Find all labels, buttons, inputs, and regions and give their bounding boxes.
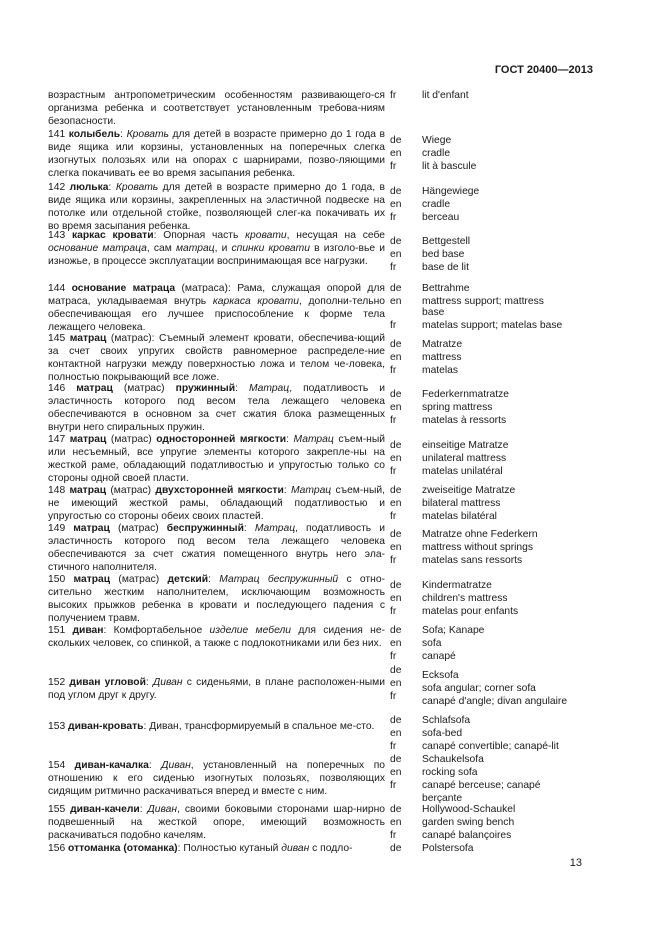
- language-code: en: [390, 199, 402, 210]
- definition-text: 148: [48, 485, 70, 496]
- term-name: беспружинный: [166, 523, 244, 534]
- language-code: fr: [390, 415, 397, 426]
- language-code: fr: [390, 212, 397, 223]
- translation-term: garden swing bench: [422, 817, 515, 828]
- language-code: fr: [390, 780, 397, 791]
- definition-text: съем-ный или несъемный, все упругие элементы которого закрепле-ны на жесткой раме, обладающий податливостью и упругостью только со стороны одной своей пласти.: [48, 434, 385, 484]
- translation-term: Polstersofa: [422, 843, 474, 854]
- entry-definition: [48, 433, 385, 485]
- language-code: fr: [390, 651, 397, 662]
- translation-term: canapé balançoires: [422, 830, 512, 841]
- term-name: диван: [72, 625, 104, 636]
- translation-term: canapé d'angle; divan angulaire: [422, 696, 568, 707]
- translation-term: Hängewiege: [422, 186, 480, 197]
- definition-text: : Полностью кутаный: [177, 843, 282, 854]
- definition-text: :: [148, 760, 162, 771]
- translation-term: sofa-bed: [422, 728, 463, 739]
- term-reference: Диван: [153, 677, 183, 688]
- term-reference: Матрац: [290, 485, 332, 496]
- definition-text: (матрас): [112, 383, 176, 394]
- language-code: de: [390, 186, 402, 197]
- translation-term: Federkernmatratze: [422, 389, 509, 400]
- language-code: fr: [390, 555, 397, 566]
- language-code: en: [390, 817, 402, 828]
- translation-term: einseitige Matratze: [422, 440, 509, 451]
- translation-term: base de lit: [422, 262, 469, 273]
- definition-text: с отно-сительно жестким наполнителем, исключающим возможность высоких прыжков ребенка в кровати и последующего падения с получением травм.: [48, 574, 385, 624]
- entry-definition: [48, 128, 385, 180]
- definition-text: 150: [48, 574, 74, 585]
- definition-text: : Опорная часть: [153, 230, 246, 241]
- translation-term: bed base: [422, 249, 465, 260]
- translation-term: Schlafsofa: [422, 715, 471, 726]
- translation-term: canapé convertible; canapé-lit: [422, 741, 559, 752]
- translation-term: cradle: [422, 199, 451, 210]
- language-code: de: [390, 135, 402, 146]
- translation-term: berceau: [422, 212, 460, 223]
- language-code: en: [390, 638, 402, 649]
- language-code: fr: [390, 365, 397, 376]
- term-reference: диван: [281, 843, 310, 854]
- translation-term: matelas unilatéral: [422, 466, 503, 477]
- definition-text: (матрас): Съемный элемент кровати, обеспечива-ющий за счет своих упругих свойств равномерное распределе-ние контактной нагрузки между поверхностью ложа и телом че-ловека, полностью покрывающий все ложе.: [48, 333, 385, 383]
- term-reference: матрац: [175, 243, 215, 254]
- term-reference: основание матраца: [48, 243, 147, 254]
- language-code: fr: [390, 320, 397, 331]
- definition-text: с подло-: [309, 843, 353, 854]
- translation-term: matelas: [422, 365, 459, 376]
- language-code: fr: [390, 161, 397, 172]
- language-code: de: [390, 580, 402, 591]
- entry-definition: [48, 282, 385, 334]
- definition-text: 151: [48, 625, 73, 636]
- definition-text: :: [145, 677, 153, 688]
- entry-definition: [48, 720, 385, 733]
- definition-text: (матрас): [106, 485, 156, 496]
- translation-term: mattress: [422, 352, 462, 363]
- definition-text: 141: [48, 129, 69, 140]
- term-name: диван-кровать: [68, 721, 144, 732]
- language-code: en: [390, 728, 402, 739]
- translation-term: Bettrahme: [422, 283, 470, 294]
- translation-term: sofa angular; corner sofa: [422, 683, 536, 694]
- term-name: диван-качалка: [74, 760, 149, 771]
- translation-term: bilateral mattress: [422, 498, 501, 509]
- page-number: 13: [569, 857, 582, 869]
- definition-text: , сам: [146, 243, 176, 254]
- term-name: диван угловой: [69, 677, 146, 688]
- definition-text: : Диван, трансформируемый в спальное ме-сто.: [143, 721, 375, 732]
- language-code: de: [390, 485, 402, 496]
- term-name: пружинный: [175, 383, 236, 394]
- language-code: en: [390, 402, 402, 413]
- language-code: fr: [390, 741, 397, 752]
- term-name: матрац: [76, 383, 113, 394]
- entry-definition: [48, 332, 385, 384]
- translation-term: spring mattress: [422, 402, 493, 413]
- definition-text: 152: [48, 677, 70, 688]
- definition-text: 144: [48, 283, 72, 294]
- definition-text: , дополни-тельно обеспечивающая его лучшее приспособление к форме тела лежащего человека.: [48, 296, 385, 333]
- language-code: en: [390, 593, 402, 604]
- definition-text: 149: [48, 523, 74, 534]
- language-code: fr: [390, 511, 397, 522]
- definition-text: съем-ный, не имеющий жесткой рамы, обладающий податливостью и упругостью со стороны обеих своих пластей.: [48, 485, 386, 522]
- document-standard-header: ГОСТ 20400—2013: [494, 64, 593, 76]
- translation-term: mattress without springs: [422, 542, 534, 553]
- entry-definition: [48, 229, 385, 268]
- term-reference: Матрац: [254, 523, 296, 534]
- translation-term: rocking sofa: [422, 767, 478, 778]
- language-code: de: [390, 440, 402, 451]
- definition-text: : Комфортабельное: [103, 625, 210, 636]
- language-code: de: [390, 283, 402, 294]
- language-code: en: [390, 542, 402, 553]
- language-code: en: [390, 296, 402, 307]
- translation-term: cradle: [422, 148, 451, 159]
- language-code: en: [390, 148, 402, 159]
- translation-term: Bettgestell: [422, 236, 471, 247]
- language-code: de: [390, 389, 402, 400]
- language-code: de: [390, 804, 402, 815]
- definition-text: 155: [48, 804, 71, 815]
- language-code: fr: [390, 466, 397, 477]
- term-reference: Кровать: [115, 182, 159, 193]
- definition-text: :: [283, 485, 291, 496]
- term-name: колыбель: [68, 129, 121, 140]
- term-name: односторонней мягкости: [156, 434, 287, 445]
- definition-text: , своими боковыми сторонами шар-нирно подвешенный на жесткой опоре, имеющий возможность раскачиваться подобно качелям.: [48, 804, 386, 841]
- language-code: en: [390, 498, 402, 509]
- term-name: основание матраца: [71, 283, 176, 294]
- term-name: матрац: [69, 485, 107, 496]
- translation-term: Wiege: [422, 135, 452, 146]
- translation-term: lit à bascule: [422, 161, 477, 172]
- entry-definition: [48, 624, 385, 650]
- term-reference: каркаса кровати: [212, 296, 299, 307]
- term-name: люлька: [69, 182, 109, 193]
- definition-text: 154: [48, 760, 75, 771]
- language-code: fr: [390, 830, 397, 841]
- language-code: de: [390, 625, 402, 636]
- translation-term: matelas sans ressorts: [422, 555, 523, 566]
- term-name: матрац: [73, 523, 110, 534]
- translation-term: unilateral mattress: [422, 453, 507, 464]
- term-name: матрац: [69, 434, 107, 445]
- language-code: en: [390, 767, 402, 778]
- translation-term: Hollywood-Schaukel: [422, 804, 516, 815]
- language-code: en: [390, 352, 402, 363]
- entry-definition: [48, 573, 385, 625]
- definition-text: 156: [48, 843, 69, 854]
- language-code: fr: [390, 691, 397, 702]
- translation-term: matelas support; matelas base: [422, 320, 563, 331]
- definition-text: , и: [214, 243, 232, 254]
- language-code: de: [390, 754, 402, 765]
- translation-term: Ecksofa: [422, 670, 459, 681]
- definition-text: :: [139, 804, 148, 815]
- language-code: de: [390, 236, 402, 247]
- language-code: en: [390, 249, 402, 260]
- definition-text: для детей в возрасте примерно до 1 года в виде ящика или корзины, установленных на поперечных слегка изогнутых полозьях или на опорах с шарнирами, позво-ляющими слегка покачивать ее во время засыпания ребенка.: [48, 129, 386, 179]
- definition-text: для сидения не-скольких человек, со спинкой, а также с подлокотниками или без них.: [48, 625, 386, 649]
- definition-text: 153: [48, 721, 69, 732]
- entry-definition: [48, 89, 385, 128]
- definition-text: :: [243, 523, 255, 534]
- translation-term: canapé: [422, 651, 456, 662]
- definition-text: :: [120, 129, 127, 140]
- term-name: матрац: [69, 333, 107, 344]
- term-reference: кровати: [245, 230, 287, 241]
- definition-text: , податливость и эластичность которого под весом тела лежащего человека обеспечиваются в основном за счет сжатия блока размещенных внутри него спиральных пружин.: [48, 383, 385, 433]
- term-name: двухсторонней мягкости: [155, 485, 284, 496]
- translation-term: matelas pour enfants: [422, 606, 519, 617]
- term-reference: Диван: [147, 804, 178, 815]
- entry-definition: [48, 676, 385, 702]
- translation-term: matelas bilatéral: [422, 511, 497, 522]
- entry-definition: [48, 842, 385, 855]
- definition-text: 146: [48, 383, 77, 394]
- term-reference: изделие мебели: [209, 625, 292, 636]
- definition-text: (матраса): Рама, служащая опорой для матраса, укладываемая внутрь: [48, 283, 385, 307]
- definition-text: :: [286, 434, 294, 445]
- translation-term: Sofa; Kanape: [422, 625, 485, 636]
- translation-term: children's mattress: [422, 593, 508, 604]
- definition-text: 147: [48, 434, 70, 445]
- entry-definition: [48, 803, 385, 842]
- translation-term: zweiseitige Matratze: [422, 485, 516, 496]
- entry-definition: [48, 759, 385, 798]
- term-reference: Матрац: [248, 383, 290, 394]
- term-reference: спинки кровати: [231, 243, 310, 254]
- term-name: диван-качели: [70, 804, 140, 815]
- entry-definition: [48, 484, 385, 523]
- translation-term: Matratze ohne Federkern: [422, 529, 538, 540]
- entry-definition: [48, 522, 385, 574]
- definition-text: :: [108, 182, 116, 193]
- term-reference: Матрац: [293, 434, 334, 445]
- term-name: матрац: [73, 574, 111, 585]
- language-code: en: [390, 453, 402, 464]
- language-code: de: [390, 665, 402, 676]
- translation-term: berçante: [422, 793, 463, 804]
- term-reference: Матрац беспружинный: [219, 574, 339, 585]
- language-code: en: [390, 678, 402, 689]
- definition-text: возрастным антропометрическим особенностям развивающего-ся организма ребенка и соответствует установленным требова-ниям безопасности.: [48, 90, 385, 127]
- language-code: de: [390, 843, 402, 854]
- term-name: оттоманка (отоманка): [68, 843, 178, 854]
- definition-text: (матрас): [109, 523, 167, 534]
- definition-text: 145: [48, 333, 70, 344]
- language-code: fr: [390, 262, 397, 273]
- language-code: fr: [390, 90, 397, 101]
- definition-text: 143: [48, 230, 72, 241]
- translation-term: mattress support; mattress: [422, 296, 544, 307]
- language-code: de: [390, 339, 402, 350]
- definition-text: :: [208, 574, 220, 585]
- term-name: детский: [167, 574, 209, 585]
- language-code: de: [390, 529, 402, 540]
- translation-term: Kindermatratze: [422, 580, 492, 591]
- translation-term: canapé berceuse; canapé: [422, 780, 541, 791]
- definition-text: , несущая на себе: [286, 230, 385, 241]
- term-name: каркас кровати: [71, 230, 154, 241]
- language-code: de: [390, 715, 402, 726]
- definition-text: для детей в возрасте примерно до 1 года, в виде ящика или корзины, закрепленных на эластичной подвеске на потолке или отдельной стойке, позволяющей слег-ка покачивать их во время засыпания ребенка.: [48, 182, 385, 232]
- definition-text: в изголо-вье и изножье, в процессе эксплуатации воспринимающая все нагрузки.: [48, 243, 385, 267]
- definition-text: 142: [48, 182, 70, 193]
- definition-text: (матрас): [110, 574, 168, 585]
- language-code: fr: [390, 606, 397, 617]
- definition-text: :: [235, 383, 249, 394]
- entry-definition: [48, 181, 385, 233]
- term-reference: Кровать: [126, 129, 169, 140]
- translation-term: base: [422, 307, 445, 318]
- definition-text: , установленный на поперечных по отношению к его сиденью изогнутых полозьях, позволяющих сидящим ритмично раскачиваться вперед и вместе с ним.: [48, 760, 385, 797]
- translation-term: lit d'enfant: [422, 90, 469, 101]
- translation-term: sofa: [422, 638, 442, 649]
- definition-text: , податливость и эластичность которого под весом тела лежащего человека обеспечиваются за счет сжатия помещенного внутрь него эла-стичного наполнителя.: [48, 523, 386, 573]
- entry-definition: [48, 382, 385, 434]
- definition-text: с сиденьями, в плане расположен-ными под углом друг к другу.: [48, 677, 385, 701]
- term-reference: Диван: [161, 760, 191, 771]
- translation-term: matelas à ressorts: [422, 415, 507, 426]
- translation-term: Matratze: [422, 339, 463, 350]
- definition-text: (матрас): [106, 434, 157, 445]
- translation-term: Schaukelsofa: [422, 754, 484, 765]
